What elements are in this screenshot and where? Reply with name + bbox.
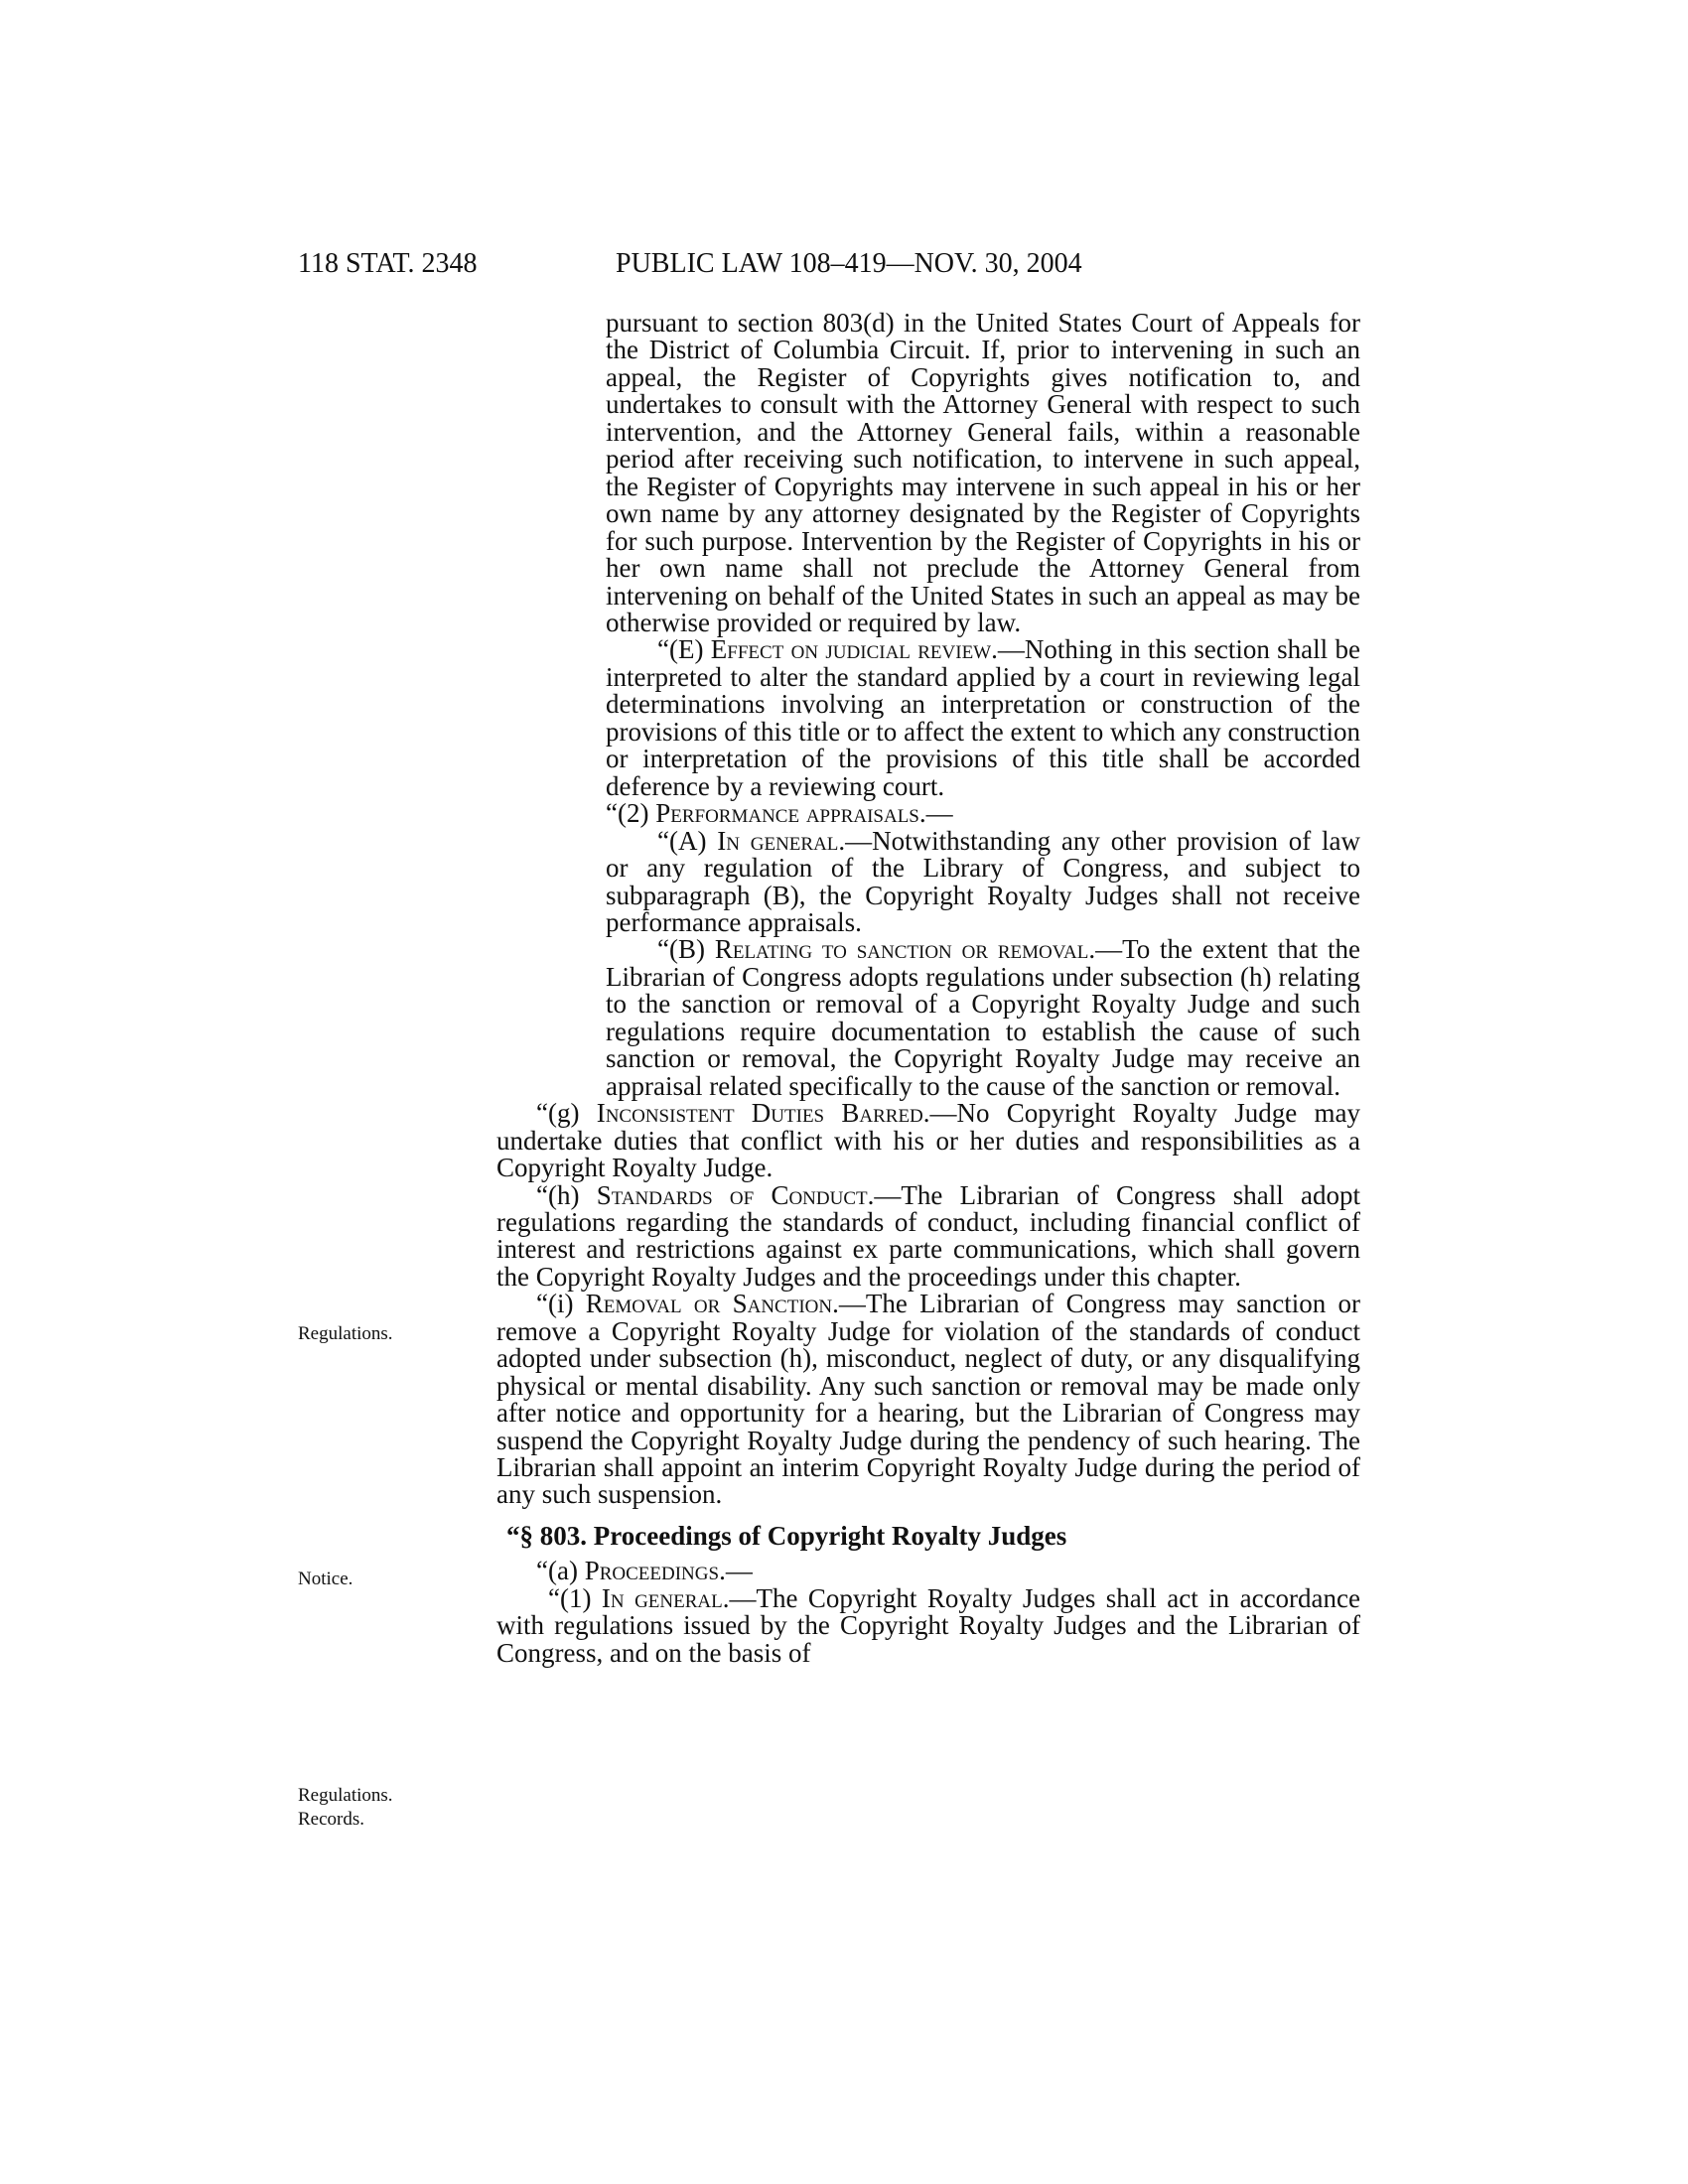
heading-inconsistent-duties: Inconsistent Duties Barred <box>596 1098 923 1129</box>
paragraph-effect-judicial-review: “(E) Effect on judicial review.—Nothing in this section shall be interpreted to alter the standard applied by a court in reviewing legal determinations involving an interpretation or construction of the provisions of this title or to affect the extent to which any construction or interpretation of the provisions of this title shall be accorded deference by a reviewing court. <box>606 634 1360 801</box>
paragraph-in-general-a: “(A) In general.—Notwithstanding any other provision of law or any regulation of the Library of Congress, and subject to subparagraph (B), the Copyright Royalty Judges shall not receive performance appraisals. <box>606 825 1360 937</box>
paragraph-performance-appraisals: “(2) Performance appraisals.— <box>606 798 953 829</box>
paragraph-in-general-1: “(1) In general.—The Copyright Royalty Judges shall act in accordance with regulations issued by the Copyright Royalty Judges and the Librarian of Congress, and on the basis of <box>496 1582 1360 1668</box>
paragraph-inconsistent-duties: “(g) Inconsistent Duties Barred.—No Copyright Royalty Judge may undertake duties that conflict with his or her duties and responsibilities as a Copyright Royalty Judge. <box>496 1098 1360 1183</box>
paragraph-removal-sanction: “(i) Removal or Sanction.—The Librarian of Congress may sanction or remove a Copyright Royalty Judge for violation of the standards of conduct adopted under subsection (h), misconduct, neglect of duty, or any disqualifying physical or mental disability. Any such sanction or removal may be made only after notice and opportunity for a hearing, but the Librarian of Congress may suspend the Copyright Royalty Judge during the pendency of such hearing. The Librarian shall appoint an interim Copyright Royalty Judge during the period of any such suspension. <box>496 1289 1360 1510</box>
paragraph-standards-of-conduct: “(h) Standards of Conduct.—The Librarian of Congress shall adopt regulations regarding the standards of conduct, including financial conflict of interest and restrictions against ex parte communications, which shall govern the Copyright Royalty Judges and the proceedings under this chapter. <box>496 1179 1360 1292</box>
heading-proceedings: Proceedings <box>584 1556 720 1586</box>
margin-note-notice: Notice. <box>298 1569 353 1589</box>
statute-text <box>496 310 1360 1667</box>
heading-effect-judicial-review: Effect on judicial review <box>710 634 992 665</box>
heading-in-general-1: In general <box>601 1582 723 1613</box>
heading-in-general-a: In general <box>717 825 839 856</box>
margin-note-records: Records. <box>298 1809 365 1830</box>
heading-standards-of-conduct: Standards of Conduct <box>596 1179 868 1210</box>
page-header <box>0 248 1688 288</box>
section-heading-803: “§ 803. Proceedings of Copyright Royalty Judges <box>506 1520 1067 1551</box>
margin-note-regulations: Regulations. <box>298 1323 393 1344</box>
stat-page-number: 118 STAT. 2348 <box>298 248 478 279</box>
heading-sanction-removal-b: Relating to sanction or removal <box>714 934 1089 965</box>
heading-performance-appraisals: Performance appraisals <box>655 798 919 829</box>
paragraph-proceedings: “(a) Proceedings.— <box>536 1556 753 1586</box>
paragraph-sanction-removal-b: “(B) Relating to sanction or removal.—To the extent that the Librarian of Congress adopts regulations under subsection (h) relating to the sanction or removal of a Copyright Royalty Judge and such regulations require documentation to establish the cause of such sanction or removal, the Copyright Royalty Judge may receive an appraisal related specifically to the cause of the sanction or removal. <box>606 934 1360 1101</box>
margin-note-regulations-2: Regulations. <box>298 1785 393 1806</box>
heading-removal-sanction: Removal or Sanction <box>585 1289 833 1319</box>
paragraph-appeal-intervention: pursuant to section 803(d) in the United States Court of Appeals for the District of Columbia Circuit. If, prior to intervening in such an appeal, the Register of Copyrights gives notification to, and undertakes to consult with the Attorney General with respect to such intervention, and the Attorney General fails, within a reasonable period after receiving such notification, to intervene in such appeal, the Register of Copyrights may intervene in such appeal in his or her own name by any attorney designated by the Register of Copyrights for such purpose. Intervention by the Register of Copyrights in his or her own name shall not preclude the Attorney General from intervening on behalf of the United States in such an appeal as may be otherwise provided or required by law. <box>606 308 1360 637</box>
public-law-citation: PUBLIC LAW 108–419—NOV. 30, 2004 <box>616 248 1082 279</box>
